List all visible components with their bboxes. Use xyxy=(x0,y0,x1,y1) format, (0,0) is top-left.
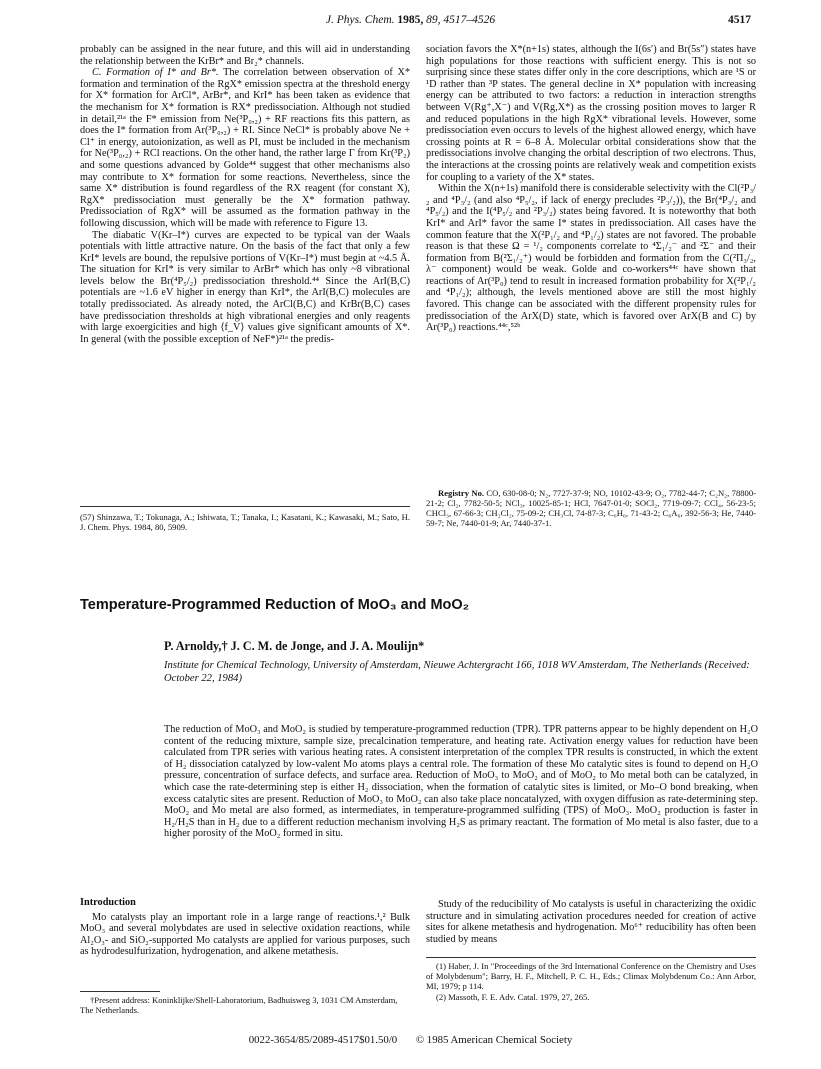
copyright-notice: © 1985 American Chemical Society xyxy=(415,1034,573,1046)
article-authors: P. Arnoldy,† J. C. M. de Jonge, and J. A. Moulijn* xyxy=(164,639,425,653)
journal-year: 1985, xyxy=(397,14,424,26)
registry-numbers xyxy=(426,488,756,528)
left-paragraph-3: The diabatic V(Kr–I*) curves are expected to be typical van der Waals potentials with little attractive nature. On the basis of the fact that only a few KrI* levels are bound, the repulsive portions of V(Kr–I*) must begin at ~4.5 Å. The situation for KrI* is very similar to ArBr* which has only ~8 vibrational levels below the Br(⁴P₅/₂) predissociation threshold.⁴⁴ Since the ArI(B,C) potentials are ~1.6 eV higher in energy than KrI*, the ArI(B,C) molecules are totally predissociated. As already noted, the ArCl(B,C) and KrBr(B,C) cases have predissociation thresholds at high vibrational energies and only reagents with large exoergicities and high ⟨f_V⟩ values give significant amounts of X*. In general (with the possible exception of NeF*)²¹ᵃ the predis- xyxy=(80,229,410,345)
article-abstract: The reduction of MoO₃ and MoO₂ is studied by temperature-programmed reduction (TPR). TPR patterns appear to be highly dependent on H₂O content of the reducing mixture, sample size, precalcination temperature, and heating rate. Activation energy values for reduction have been calculated from TPR series with various heating rates. A consistent interpretation of the complex TPR results is constructed, in which the extent of H₂ dissociation catalyzed by low-valent Mo atoms plays a central role. The formation of these Mo catalytic sites is found to depend on H₂O pressure, concentration of surface defects, and surface area. Reduction of MoO₃ to MoO₂ and of MoO₂ to Mo metal both can be catalyzed, in which case the rate-determining step is either H₂ dissociation, when the formation of catalytic sites is limited, or Mo–O bond breaking, when excess catalytic sites are present. Reduction of MoO₃ to MoO₂ can also take place noncatalyzed, with oxygen diffusion as rate-determining step. MoO₂ and Mo metal are also formed, as intermediates, in temperature-programmed sulfiding (TPS) of MoO₃. MoO₂ production is faster in H₂/H₂S than in H₂ due to a different reduction mechanism involving H₂S as primary reactant. The formation of Mo metal is also faster, due to a higher porosity of the MoO₂ formed in situ. xyxy=(164,724,758,840)
reference-2: (2) Massoth, F. E. Adv. Catal. 1979, 27, 265. xyxy=(436,992,590,1002)
left-paragraph-1: probably can be assigned in the near future, and this will aid in understanding the relationship between the KrBr* and Br₂* channels. xyxy=(80,44,410,67)
present-address-rule xyxy=(80,991,160,992)
present-address: †Present address: Koninklijke/Shell-Laboratorium, Badhuisweg 3, 1031 CM Amsterdam, The Netherlands. xyxy=(80,995,398,1015)
journal-name: J. Phys. Chem. xyxy=(325,14,395,26)
subsection-heading: C. Formation of I* and Br*. xyxy=(92,67,219,79)
intro-left xyxy=(80,897,410,958)
intro-right xyxy=(426,899,756,945)
left-paragraph-2 xyxy=(80,67,410,229)
article-affiliation: Institute for Chemical Technology, University of Amsterdam, Nieuwe Achtergracht 166, 1018 WV Amsterdam, The Netherlands (Received: October 22, 1984) xyxy=(164,660,750,684)
intro-paragraph-left: Mo catalysts play an important role in a large range of reactions.¹,² Bulk MoO₃ and several molybdates are used in selective oxidation reactions, while Al₂O₃- and SiO₂-supported Mo catalysts are applied for various purposes, such as hydrodesulfurization, hydrogenation, and alkene metathesis. xyxy=(80,911,410,958)
journal-volume: 89, xyxy=(426,14,441,26)
registry-text: CO, 630-08-0; N₂, 7727-37-9; NO, 10102-43-9; O₂, 7782-44-7; C₂N₂, 78800-21-2; Cl₂, 7782-50-5; NCl₃, 10025-85-1; HCl, 7647-01-0; SOCl₂, 7719-09-7; CCl₄, 56-23-5; CHCl₃, 67-66-3; CH₂Cl₂, 75-09-2; CH₃Cl, 74-87-3; C₆H₆, 71-43-2; C₆A₆, 392-56-3; He, 7440-59-7; Ne, 7440-01-9; Ar, 7440-37-1. xyxy=(426,488,756,528)
page-number: 4517 xyxy=(728,14,751,26)
page-footer xyxy=(0,1034,821,1046)
left-paragraph-2-text: The correlation between observation of X* formation and termination of the RgX* emission spectra at the threshold energy for X* formation for ArCl*, ArBr*, and KrI* has been taken as evidence that the mechanism for X* formation is RX* predissociation. Although not studied in detail,²¹ᵃ the F* emission from Ne(³P₀,₂) + RF reactions fits this pattern, as does the I* formation from Ar(³P₀,₂) + RI. Since NeCl* is probably above Ne + Cl⁺ in energy, autoionization, as well as PI, must be included in the mechanism for Ne(³P₀,₂) + RCl reactions. On the other hand, the rather large Γ from Kr(³P₂) and some questions advanced by Golde⁴⁴ suggest that other mechanisms also may contribute to X* formation for some reactions. Nevertheless, since the same X* distribution is found regardless of the RX reagent (for constant X), RgX* predissociation must generally be the X* formation pathway. Predissociation of RgX* will be assumed as the formation pathway in the following discussion, which will be made with reference to Figure 13. xyxy=(80,67,410,229)
article-title: Temperature-Programmed Reduction of MoO₃ and MoO₂ xyxy=(80,597,470,613)
right-column xyxy=(426,44,756,334)
footnote-rule xyxy=(80,506,410,507)
intro-heading: Introduction xyxy=(80,897,136,908)
footnote-57: (57) Shinzawa, T.; Tokunaga, A.; Ishiwata, T.; Tanaka, I.; Kasatani, K.; Kawasaki, M.; Sato, H. J. Chem. Phys. 1984, 80, 5909. xyxy=(80,512,410,532)
registry-label: Registry No. xyxy=(438,488,485,498)
running-head xyxy=(70,14,751,30)
intro-paragraph-right: Study of the reducibility of Mo catalysts is useful in characterizing the oxidic structure and in simulating activation procedures needed for creation of active sites for alkene metathesis and hydrogenation. Mo⁶⁺ reducibility has often been studied by means xyxy=(426,899,756,945)
journal-citation xyxy=(70,14,751,26)
right-paragraph-1: sociation favors the X*(n+1s) states, although the I(6s′) and Br(5s″) states have high populations for those reactions with sufficient energy. This is not so surprising since these states differ only in the core descriptions, which are ¹S or ¹D rather than ³P states. The general decline in X* population with increasing energy can be attributed to two factors: a reduction in interaction strengths between V(Rg⁺,X⁻) and V(Rg,X*) as the crossing position moves to larger R and reduced populations in the high RgX* vibrational levels. However, some predissociation even occurs to levels of the highest allowed energy, which have crossing points at R = 6–8 Å. Molecular orbital considerations show that the predissociations involve changing the orbital description of two electrons. Thus, the interactions at the crossing points are relatively weak and competition exists for coupling to a variety of the X* states. xyxy=(426,44,756,183)
left-column xyxy=(80,44,410,345)
journal-pages: 4517–4526 xyxy=(443,14,496,26)
references-rule xyxy=(426,957,756,958)
publication-code: 0022-3654/85/2089-4517$01.50/0 xyxy=(248,1034,398,1046)
reference-1: (1) Haber, J. In "Proceedings of the 3rd International Conference on the Chemistry and Uses of Molybdenum"; Barry, H. F., Mitchell, P. C. H., Eds.; Climax Molybdenum Co.: Ann Arbor, MI, 1979; p 114. xyxy=(426,961,756,991)
right-paragraph-2: Within the X(n+1s) manifold there is considerable selectivity with the Cl(²P₃/₂ and ⁴P₃/₂ (and also ⁴P₅/₂, if lack of energy precludes ²P₃/₂)), the Br(⁴P₃/₂ and ⁴P₅/₂) and the I(⁴P₅/₂ and ²P₃/₂) states being favored. It is noteworthy that both KrI* and ArI* favor the same I* states in predissociation. All cases have the common feature that the X(²P₁/₂ and ⁴P₁/₂) states are not favored. The probable reason is that these Ω = ¹/₂ components correlate to ⁴Σ₁/₂⁻ and ²Σ⁻ and their formation from B(²Σ₁/₂⁺) would be forbidden and formation from the C(²Π₃/₂, λ⁻ component) would be weak. Golde and co-workers⁴⁴ᶜ have shown that reactions of Ar(³P₀) tend to result in increased formation probability for X(²P₁/₂ and ⁴P₁/₂); although, the levels mentioned above are still the most highly favored. This change can be associated with the different propensity rules for predissociation of the ArX(D) state, which is favored over ArX(B and C) by Ar(³P₀) reactions.⁴⁴ᶜ,⁵²ᵇ xyxy=(426,183,756,334)
